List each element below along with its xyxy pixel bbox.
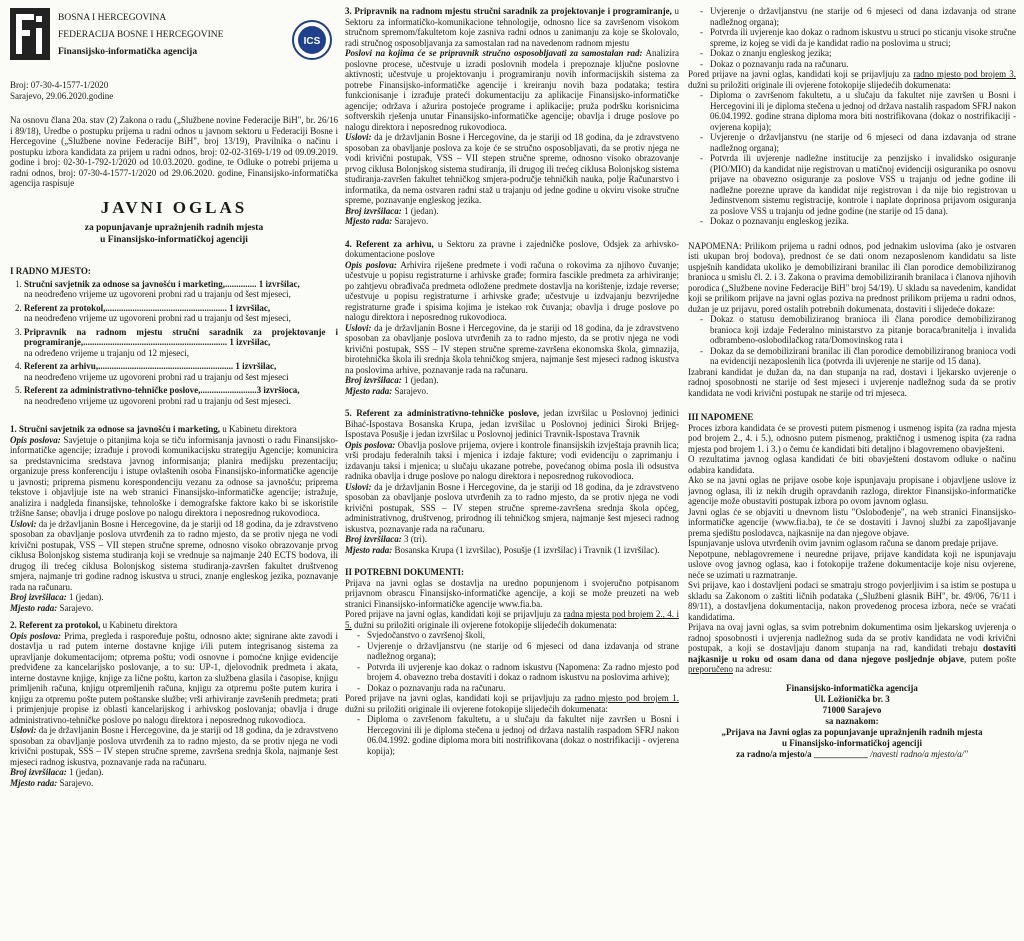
job-description: Analizira poslovne procese, učestvuje u izradi poslovnih modela i prepoznaje ključne poslovne aktivnosti; učestvuje u projektovanju i programiranju novih informacijskih sistema za potrebe Finansijsko-informatičke agencije i kreiranju novih baza podataka; testira funkcionisanje i izrađuje prateći dokumentaciju za aplikacije Finansijsko-informatičke agencije; održava i ažurira postojeće programe i aplikacije; pruža podršku korisnicima softverskih rješenja unutar Finansijsko-informatičke agencije; obavlja i druge poslove po nalogu direktora i neposrednog rukovodioca. — [345, 48, 679, 132]
column-3 — [688, 6, 1016, 937]
docs-group-3-intro — [688, 69, 1016, 90]
job-description: Obavlja poslove prijema, ovjere i kontrole finansijskih izvještaja pravnih lica; vrši prodaju federalnih taksi i mjenica i izdaje fakture; vodi evidenciju o zaprimanju i izdavanju taksi i mjenica; u slučaju ukazane potrebe, povećanog obima posla ili odsustva radnika obavlja i druge poslove po nalogu direktora i neposrednog rukovodioca. — [345, 439, 679, 481]
document-header — [10, 6, 338, 72]
submission-instructions — [688, 622, 1016, 675]
section-2-intro: Prijava na javni oglas se dostavlja na uredno popunjenom i svojeručno potpisanom prijavnom obrascu Finansijsko-informatičke agencije, a koji se može preuzeti na web stranici Finansijsko-informatičke agencije www.fia.ba. — [345, 577, 679, 609]
job-number: 1. — [10, 424, 17, 434]
address-line-7b: /navesti radno/a mjesto/a/" — [870, 748, 968, 759]
list-item: - Uvjerenje o državljanstvu (ne starije od 6 mjeseci od dana izdavanja od strane nadležnog organa); — [359, 641, 679, 662]
document-date: Sarajevo, 29.06.2020.godine — [10, 90, 114, 101]
job-4 — [345, 239, 679, 397]
section-3-title: III NAPOMENE — [688, 412, 754, 422]
position-term: na neodređeno vrijeme uz ugovoreni probni rad u trajanju od šest mjeseci, — [24, 289, 291, 299]
mjesto-label: Mjesto rada: — [345, 216, 393, 226]
job-count: 1 (jedan). — [66, 592, 104, 602]
final-method: preporučeno — [688, 664, 733, 674]
uslovi-label: Uslovi: — [345, 481, 372, 492]
opis-label: Opis poslova: — [10, 434, 61, 445]
org-line-2: FEDERACIJA BOSNE I HERCEGOVINE — [58, 30, 224, 40]
opis-label: Poslovi na kojima će se pripravnik stručno osposobljavati za samostalan rad: — [345, 48, 643, 58]
job-unit: u Sektoru za informatičko-komunikacione tehnologije, odnosno lice sa završenom visokom stručnom spremom/fakultetom koje zasniva radni odnos u zanimanju za koje se školovalo, radi stručnog osposobljavanja za samostalan rad na navedenom radnom mjestu — [345, 6, 679, 48]
job-unit: u Kabinetu direktora — [100, 620, 178, 630]
list-item: - Dokaz o poznavanju rada na računaru. — [359, 683, 679, 694]
job-count: 3 (tri). — [401, 534, 428, 544]
job-location: Sarajevo. — [392, 216, 429, 226]
job-number: 3. — [345, 6, 352, 16]
job-requirements: da je državljanin Bosne i Hercegovine, da je stariji od 18 godina, da je zdravstveno sposoban za obavljanje poslova utvrđenih za to radno mjesto, da se protiv njega ne vodi krivični postupak, SSS – IV stepen stručne spreme-završena ekonomska škola, gimnazija, birotehnička škola ili srednja škola tehničkog smjera, najmanje šest mjeseci radnog iskustva na poslovima arhive, poznavanje rada na računaru. — [345, 322, 679, 375]
address-line-7a: za radno/a mjesto/a — [736, 748, 812, 759]
napomena-closing: Izabrani kandidat je dužan da, na dan stupanja na rad, dostavi i ljekarsko uvjerenje o radnoj sposobnosti ne starije od šest mjeseci i uvjerenje nadležnog suda da se protiv kandidata ne vodi krivični postupak ne starije od tri mjeseca. — [688, 366, 1016, 398]
section-2-title: II POTREBNI DOKUMENTI: — [345, 567, 465, 577]
broj-label: Broj izvršilaca: — [10, 592, 67, 602]
position-name: Referent za protokol,...................................................... 1 izvršilac, — [24, 302, 271, 313]
address-block — [688, 683, 1016, 760]
positions-list — [10, 279, 338, 407]
section-3-paragraph: Svi prijave, kao i dostavljeni podaci se smatraju strogo povjerljivim i sa istim se postupa u skladu sa Zakonom o zaštiti ličnih podataka („Službeni glasnik BiH", br. 49/06, 76/11 i 89/11), a dostavljena dokumentacija, nakon provedenog procesa izbora, neće se vraćati kandidatima. — [688, 580, 1016, 622]
job-location: Bosanska Krupa (1 izvršilac), Posušje (1 izvršilac) i Travnik (1 izvršilac). — [392, 544, 660, 555]
address-line: sa naznakom: — [825, 715, 879, 726]
docs-group-3-post: dužni su priložiti originale ili ovjerene fotokopije slijedećih dokumenata: — [688, 79, 951, 90]
job-requirements: da je državljanin Bosne i Hercegovine, da je stariji od 18 godina, da je zdravstveno sposoban za obavljanje poslova utvrđenih za to radno mjesto, da se protiv njega ne vodi krivični postupak, SSS – IV stepen stručne spreme-završena srednja škola općeg, administrativnog, društvenog, prirodnog ili tehničkog smjera, najmanje šest mjeseci radnog iskustva, poznavanje rada na računaru. — [345, 481, 679, 534]
mjesto-label: Mjesto rada: — [10, 777, 58, 788]
job-number: 5. — [345, 408, 352, 418]
list-item: - Dokaz da se demobilizirani branilac ili član porodice demobiliziranog branioca vodi na evidenciji nezaposlenih lica (potvrda ili uvjerenje ne starije od 15 dana). — [702, 346, 1016, 367]
final-post: na adresu: — [732, 664, 772, 674]
position-item — [24, 279, 338, 300]
job-count: 1 (jedan). — [401, 205, 439, 216]
address-line: za radno/a mjesto/a ____________ /navesti radno/a mjesto/a/" — [736, 748, 968, 759]
final-mid: , putem pošte — [964, 653, 1016, 664]
position-name: Referent za administrativno-tehničke poslove,.........................3 izvršioca, — [24, 385, 300, 395]
job-number: 2. — [10, 620, 17, 630]
job-unit: u Kabinetu direktora — [220, 424, 297, 434]
job-number: 4. — [345, 238, 352, 249]
job-title: Pripravnik na radnom mjestu stručni saradnik za projektovanje i programiranje, — [354, 6, 672, 16]
uslovi-label: Uslovi: — [345, 132, 372, 142]
list-item: - Diploma o završenom fakultetu, a u slučaju da fakultet nije završen u Bosni i Hercegovini ili je diploma stečena u jednoj od država nastalih raspadom SFRJ nakon 06.04.1992. godine strana diploma mora biti nostrifikovana (dokaz o nostrifikaciji - ovjerena kopija); — [702, 90, 1016, 132]
job-description: Arhivira riješene predmete i vodi računa o rokovima za njihovo čuvanje; učestvuje u popisu registraturne i arhivske građe; formira fascikle predmeta za arhiviranje; po zahtjevu obrađivača predmeta odložene predmete dostavlja na korištenje, izdaje reverse; učestvuje u popisu registraturne i arhivske građe; učestvuje u izdvajanju bezvrijedne registraturne građe i spisima kojima je istekao rok čuvanja; obavlja i druge poslove po nalogu direktora i neposrednog rukovodioca. — [345, 259, 679, 322]
address-line: „Prijava na Javni oglas za popunjavanje upražnjenih radnih mjesta — [721, 726, 983, 737]
docs-group-2-post: dužni su priložiti originale ili ovjerene fotokopije slijedećih dokumenata: — [345, 703, 608, 714]
job-title: Referent za arhivu, — [355, 238, 434, 249]
docs-group-1-ref: radna mjesta pod brojem 2., 4. i 5. — [345, 609, 679, 630]
address-line: Ul. Ložionička br. 3 — [814, 693, 890, 704]
job-title: Stručni savjetnik za odnose sa javnošću i marketing, — [19, 424, 221, 434]
job-description: Savjetuje o pitanjima koja se tiču informisanja javnosti o radu Finansijsko-informatičke agencije; izrađuje i provodi komunikacijsku strategiju Agencije; komunicira sa predstavnicima sredstava javnog informisanja; planira medijsku prezentaciju; organizuje press konferenciju i istupe ovlaštenih osoba Finansijsko-informatičke agencije u javnosti; priprema pismenu korespondenciju vezanu za odnose sa javnošću; priprema tekstove i objavljuje iste na web stranici Finansijsko-informatičke agencije; istražuje, analizira i nadgleda finansijske, tehnološke i demografske faktore kako bi se iskoristile tržišne šanse; obavlja i druge poslove po nalogu direktora i neposrednog rukovodioca. — [10, 434, 338, 518]
napomena-intro: NAPOMENA: Prilikom prijema u radni odnos, pod jednakim uslovima (ako je ostvaren isti ukupan broj bodova), prednost će se dati onom nezaposlenom kandidatu sa liste uspješnih kandidata ukoliko je demobilizirani branilac ili član porodice demobiliziranog branioca u smislu čl. 2. i 3. Zakona o pravima demobiliziranih branilaca i članova njihovih porodica („Službene novine Federacije BiH" broj 54/19). U skladu sa navedenim, kandidat koji se prilikom prijave na javni oglas poziva na prednost prilikom prijema u radni odnos, dužan je uz prijavu, pored ostalih potrebnih dokumenata, dostaviti i slijedeće dokaze: — [688, 240, 1016, 314]
ics-certification-icon — [292, 20, 332, 60]
list-item: - Dokaz o statusu demobiliziranog branioca ili člana porodice demobiliziranog branioca koji izdaje Federalno ministarstvo za pitanje boraca/branitelja i invalida odbrambeno-oslobodilačkog rata/Domovinskog rata i — [702, 314, 1016, 346]
job-title: Referent za protokol, — [19, 620, 101, 630]
job-unit: jedan izvršilac u Poslovnoj jedinici Bihać-Ispostava Bosanska Krupa, jedan izvršilac u Poslovnoj jedinici Široki Brijeg-Ispostava Posušje i jedan izvršilac u Poslovnoj jedinici Travnik-Ispostava Travnik — [345, 408, 679, 439]
list-item: - Potvrda ili uvjerenje kao dokaz o radnom iskustvu u struci po sticanju visoke stručne spreme, iz kojeg se vidi da je kandidat radio na poslovima u struci; — [702, 27, 1016, 48]
list-item: - Dokaz o poznavanju engleskog jezika. — [702, 216, 1016, 227]
uslovi-label: Uslovi: — [10, 725, 37, 735]
docs-group-2-ref: radno mjesto pod brojem 1. — [574, 693, 679, 703]
address-line: u Finansijsko-informatičkoj agenciji — [781, 737, 922, 748]
uslovi-label: Uslovi: — [10, 518, 37, 529]
section-1-title: I RADNO MJESTO: — [10, 266, 91, 276]
opis-label: Opis poslova: — [345, 439, 396, 450]
job-location: Sarajevo. — [57, 777, 94, 788]
job-location: Sarajevo. — [57, 602, 94, 613]
list-item: - Potvrda ili uvjerenje kao dokaz o radnom iskustvu (Napomena: Za radno mjesto pod brojem 4. obavezno treba dostaviti i dokaz o radnom iskustvu na poslovima arhive); — [359, 662, 679, 683]
napomena-list — [688, 314, 1016, 367]
position-item — [24, 327, 338, 359]
org-line-1: BOSNA I HERCEGOVINA — [58, 13, 167, 23]
job-2 — [10, 620, 338, 788]
address-line: 71000 Sarajevo — [822, 704, 882, 715]
position-name: Referent za arhivu,............................................................ 1 izvršilac, — [24, 361, 277, 371]
docs-group-2-list-part-1 — [345, 714, 679, 756]
broj-label: Broj izvršilaca: — [345, 205, 402, 216]
job-requirements: da je državljanin Bosne i Hercegovine, da je stariji od 18 godina, da je zdravstveno sposoban za obavljanje poslova utvrđenih za to radno mjesto, da se protiv njega ne vodi krivični postupak, SSS – IV stepen stručne spreme, završena srednja škola, najmanje šest mjeseci radnog iskustva, poznavanje rada na računaru. — [10, 725, 338, 767]
opis-label: Opis poslova: — [345, 259, 397, 270]
document-number: Broj: 07-30-4-1577-1/2020 — [10, 80, 109, 90]
position-term: na neodređeno vrijeme uz ugovoreni probni rad u trajanju od šest mjeseci. — [24, 395, 291, 406]
final-pre: Prijava na ovaj javni oglas, sa svim potrebnim dokumentima osim ljekarskog uvjerenja o radnoj sposobnosti i uvjerenja nadležnog suda da se protiv kandidata ne vodi krivični postupak, a koji se dostavljaju danom stupanja na rad, kandidati trebaju — [688, 622, 1016, 653]
section-3-paragraph: Ispunjavanje uslova utvrđenih ovim javnim oglasom računa se danom predaje prijave. — [688, 538, 999, 548]
uslovi-label: Uslovi: — [345, 322, 372, 333]
mjesto-label: Mjesto rada: — [10, 602, 58, 613]
subtitle-1: za popunjavanje upražnjenih radnih mjesta — [84, 223, 264, 233]
position-name: Stručni savjetnik za odnose sa javnošću i marketing,.............. 1 izvršilac, — [24, 278, 300, 289]
subtitle-2: u Finansijsko-informatičkoj agenciji — [100, 234, 248, 245]
address-line: Finansijsko-informatička agencija — [786, 682, 918, 693]
position-item — [24, 303, 338, 324]
intro-paragraph: Na osnovu člana 20a. stav (2) Zakona o radu („Službene novine Federacije BiH", br. 26/16 i 89/18), Uredbe o postupku prijema u radni odnos u javnom sektoru u Federaciji Bosne i Hercegovine („Službene novine Federacije BiH", broj 13/19), Pravilnika o načinu i postupku izbora kandidata za prijem u radni odnos, broj: 02-02-3169-1/19 od 09.09.2019. godine i broj: 02-30-1-792-1/2020 od 10.03.2020. godine, te Odluke o potrebi prijema u radni odnos, broj: 07-30-4-1577-1/2020 od 29.06.2020. godine, Finansijsko-informatička agencija raspisuje — [10, 115, 338, 188]
broj-label: Broj izvršilaca: — [345, 534, 402, 544]
docs-group-1-list — [345, 630, 679, 693]
job-count: 1 (jedan). — [66, 767, 104, 777]
job-unit: u Sektoru za pravne i zajedničke poslove, Odsjek za arhivsko-dokumentacione poslove — [345, 238, 679, 259]
docs-group-3-pre: Pored prijave na javni oglas, kandidati koji se prijavljuju za — [688, 69, 914, 79]
section-3-paragraph: O rezultatima javnog oglasa kandidati će biti obavješteni dostavom odluke o načinu odabira kandidata. — [688, 454, 1016, 475]
broj-label: Broj izvršilaca: — [345, 375, 402, 385]
section-3-paragraph: Nepotpune, neblagovremene i neuredne prijave, prijave kandidata koji ne ispunjavaju uslove ovog javnog oglasa, kao i fotokopije tražene dokumentacije koje nisu ovjerene, neće se uzimati u razmatranje. — [688, 548, 1016, 580]
list-item: - Diploma o završenom fakultetu, a u slučaju da fakultet nije završen u Bosni i Hercegovini ili je diploma stečena u jednoj od država nastalih raspadom SFRJ nakon 06.04.1992. godine diploma mora biti nostrifikovana (dokaz o nostrifikaciji - ovjerena kopija); — [359, 714, 679, 756]
job-description: Prima, pregleda i raspoređuje poštu, odnosno akte; signirane akte zavodi i dostavlja u rad putem interne dostavne knjige i/ili putem integrisanog sistema za upravljanje dokumentacijom; otprema poštu; vodi osnovne i pomoćne knjige evidencije predviđene za kancelarijsko poslovanje, a to su: UP-1, djelovodnik predmeta i akata, interne dostavne knjige, knjige za lične poštu, karton za službena glasila i časopise, knjigu primljenih računa, knjigu otpremljenih računa, knjigu za otpremu pošte putem kurira i knjigu za otpremu pošte putem poštanske službe; vrši arhiviranje završenih predmeta; prati i primjenjuje propise iz oblasti kancelarijskog i arhivskog poslovanja; obavlja i druge administrativno-tehničke poslove po nalogu direktora i neposrednog rukovodioca. — [10, 630, 338, 725]
docs-group-2-pre: Pored prijave na javni oglas, kandidati koji se prijavljuju za — [345, 693, 575, 703]
position-item — [24, 385, 338, 406]
fia-logo-icon — [10, 8, 50, 60]
list-item: - Dokaz o znanju engleskog jezika; — [702, 48, 1016, 59]
job-3 — [345, 6, 679, 227]
list-item: - Uvjerenje o državljanstvu (ne starije od 6 mjeseci od dana izdavanja od strane nadležnog organa); — [702, 6, 1016, 27]
column-2 — [345, 6, 679, 937]
position-term: na određeno vrijeme u trajanju od 12 mjeseci, — [24, 347, 189, 358]
job-count: 1 (jedan). — [401, 375, 439, 385]
docs-group-2-intro — [345, 693, 679, 714]
section-2 — [345, 567, 679, 756]
job-requirements: da je državljanin Bosne i Hercegovine, da je stariji od 18 godina, da je zdravstveno sposoban za obavljanje poslova za koje će se stručno osposobljavati, da se protiv njega ne vodi krivični postupak, VSS – VII stepen stručne spreme, odnosno visoko obrazovanje prvog ciklusa Bolonjskog sistema studiranja, ili drugog ili trećeg ciklusa Bolonjskog sistema studiranja-završen fakultet tehničkog smjera-područje tehničkih nauka, polje Računarstvo i informatika, da nema ostvaren radni staž u trajanju od jedne godine u okviru visoke stručne spreme, poznavanje engleskog jezika. — [345, 132, 679, 205]
docs-group-2-list-part-2 — [688, 6, 1016, 69]
section-3-paragraph: Proces izbora kandidata će se provesti putem pismenog i usmenog ispita (za radna mjesta pod brojem 2., 4. i 5.), odnosno putem pismenog, praktičnog i usmenog ispita (za radna mjesta pod brojem 1. i 3.) o čemu će kandidati biti detaljno i blagovremeno obavješteni. — [688, 422, 1016, 454]
org-line-3: Finansijsko-informatička agencija — [58, 47, 198, 57]
job-location: Sarajevo. — [392, 385, 429, 396]
column-1 — [10, 6, 338, 937]
job-1 — [10, 424, 338, 613]
docs-group-1-pre: Pored prijave na javni oglas, kandidati koji se prijavljuju za — [345, 609, 564, 619]
ics-label: ICS — [303, 36, 321, 47]
org-lines — [58, 10, 223, 61]
list-item: - Svjedočanstvo o završenoj školi, — [359, 630, 679, 641]
job-5 — [345, 408, 679, 555]
position-term: na neodređeno vrijeme uz ugovoreni probni rad u trajanju od šest mjeseci — [24, 371, 289, 382]
list-item: - Uvjerenje o državljanstvu (ne starije od 6 mjeseci od dana izdavanja od strane nadležnog organa); — [702, 132, 1016, 153]
job-requirements: da je državljanin Bosne i Hercegovine, da je stariji od 18 godina, da je zdravstveno sposoban za obavljanje poslova utvrđenih za to radno mjesto, da se protiv njega ne vodi krivični postupak, VSS – VII stepen stručne spreme, odnosno visoko obrazovanje prvog ciklusa Bolonjskog sistema studiranja koji se vrednuje sa najmanje 240 ECTS bodova, ili drugog ili trećeg ciklusa Bolonjskog sistema studiranja-završen fakultet društvenog smjera, najmanje tri godine radnog iskustva u struci, znanje engleskog jezika, poznavanje rada na računaru. — [10, 518, 338, 592]
list-item: - Dokaz o poznavanju rada na računaru. — [702, 59, 1016, 70]
docs-group-1-intro — [345, 609, 679, 630]
job-title: Referent za administrativno-tehničke poslove, — [356, 408, 540, 418]
section-3-paragraph: Ako se na javni oglas ne prijave osobe koje ispunjavaju propisane i objavljene uslove iz javnog oglasa, ili iz nekih drugih opravdanih razloga, direktor Finansijsko-informatičke agencije može obustaviti postupak izbora po ovom javnom oglasu. — [688, 475, 1016, 506]
position-name: Pripravnik na radnom mjestu stručni saradnik za projektovanje i programiranje,................................................................ 1 izvršilac, — [24, 326, 338, 347]
opis-label: Opis poslova: — [10, 630, 62, 641]
page-title: JAVNI OGLAS — [100, 197, 248, 217]
section-3-paragraph: Javni oglas će se objaviti u dnevnom listu "Oslobođenje", na web stranici Finansijsko-informatičke agencije (www.fia.ba), te će se dostaviti i Javnoj službi za zapošljavanje prema sjedištu poslodavca, najkasnije na dan njegove objave. — [688, 506, 1016, 538]
final-deadline: dostaviti najkasnije u roku od osam dana od dana njegove posljednje objave — [688, 643, 1016, 664]
list-item: - Potvrda ili uvjerenje nadležne institucije za penzijsko i invalidsko osiguranje (PIO/MIO) da kandidat nije registrovan u matičnoj evidenciji osiguranika po osnovu prijave na obavezno osiguranje za poslove VSS u trajanju od jedne godine ili nadležne porezne uprave da kandidat nije registrovan i da nije bio registrovan u Jedinstvenom sistemu registracije, kontrole i naplate doprinosa prijavom osiguranja za poslove VSS u trajanju od jedne godine (ne starije od 15 dana). — [702, 153, 1016, 216]
position-item — [24, 361, 338, 382]
mjesto-label: Mjesto rada: — [345, 385, 393, 396]
broj-label: Broj izvršilaca: — [10, 767, 67, 777]
position-term: na neodređeno vrijeme uz ugovoreni probni rad u trajanju od šest mjeseci, — [24, 313, 291, 323]
docs-group-1-post: dužni su priložiti originale ili ovjerene fotokopije slijedećih dokumenata: — [351, 619, 617, 630]
docs-group-3-ref: radno mjesto pod brojem 3. — [913, 69, 1016, 79]
mjesto-label: Mjesto rada: — [345, 544, 393, 555]
docs-group-3-list — [688, 90, 1016, 227]
